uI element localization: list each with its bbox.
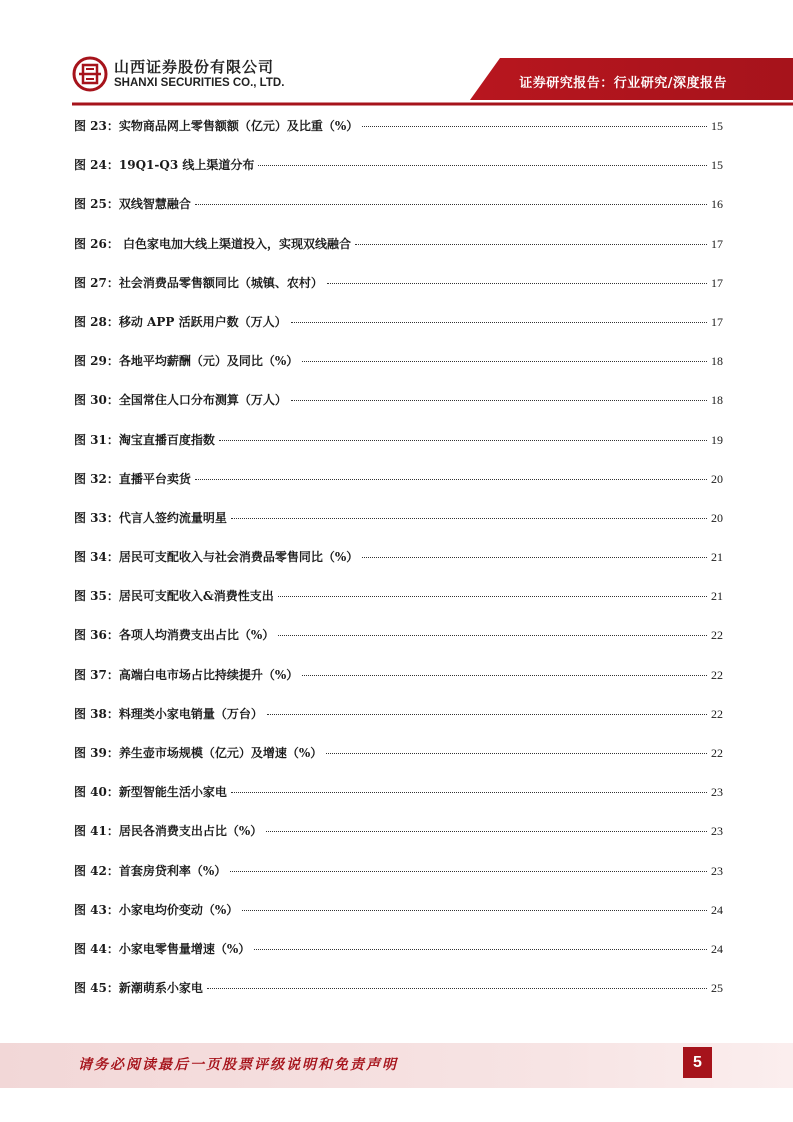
toc-entry[interactable] <box>74 701 723 740</box>
company-logo-icon <box>72 56 108 92</box>
toc-entry-page: 23 <box>711 863 723 878</box>
toc-leader-dots <box>266 831 707 832</box>
toc-entry-page: 22 <box>711 746 723 760</box>
toc-entry[interactable] <box>74 818 723 857</box>
toc-entry[interactable] <box>74 152 723 191</box>
toc-entry-label: 图 26： 白色家电加大线上渠道投入，实现双线融合 <box>74 236 352 251</box>
toc-entry-label: 图 37：高端白电市场占比持续提升（%） <box>74 667 299 682</box>
toc-leader-dots <box>362 126 707 127</box>
toc-entry[interactable] <box>74 427 723 466</box>
toc-entry-page: 23 <box>711 824 723 839</box>
toc-entry[interactable] <box>74 309 723 348</box>
toc-entry-page: 21 <box>711 550 723 565</box>
toc-entry-label: 图 24：19Q1-Q3 线上渠道分布 <box>74 158 255 173</box>
toc-entry-page: 19 <box>711 432 723 447</box>
toc-entry-page: 23 <box>711 785 723 800</box>
toc-entry[interactable] <box>74 779 723 818</box>
toc-entry-page: 22 <box>711 628 723 643</box>
toc-leader-dots <box>242 910 707 911</box>
toc-entry-page: 17 <box>711 275 723 290</box>
toc-leader-dots <box>291 322 707 323</box>
toc-entry[interactable] <box>74 975 723 1014</box>
toc-entry[interactable] <box>74 270 723 309</box>
toc-entry-page: 20 <box>711 471 723 486</box>
disclaimer-notice: 请务必阅读最后一页股票评级说明和免责声明 <box>78 1057 398 1073</box>
toc-entry-label: 图 45：新潮萌系小家电 <box>74 981 203 996</box>
toc-entry[interactable] <box>74 740 723 779</box>
company-name-en: SHANXI SECURITIES CO., LTD. <box>114 77 285 89</box>
company-name-cn: 山西证券股份有限公司 <box>114 58 275 76</box>
toc-leader-dots <box>362 557 707 558</box>
toc-entry-page: 16 <box>711 197 723 212</box>
toc-entry-label: 图 34：居民可支配收入与社会消费品零售同比（%） <box>74 550 359 565</box>
toc-leader-dots <box>327 283 707 284</box>
toc-entry-page: 25 <box>711 981 723 996</box>
toc-entry-page: 21 <box>711 589 723 604</box>
toc-entry[interactable] <box>74 191 723 230</box>
toc-entry-page: 20 <box>711 510 723 525</box>
toc-leader-dots <box>207 988 707 989</box>
toc-entry-label: 图 30：全国常住人口分布测算（万人） <box>74 393 287 408</box>
toc-entry-label: 图 43：小家电均价变动（%） <box>74 902 239 917</box>
toc-entry-page: 22 <box>711 667 723 682</box>
toc-leader-dots <box>254 949 707 950</box>
toc-entry[interactable] <box>74 662 723 701</box>
toc-leader-dots <box>302 675 707 676</box>
toc-leader-dots <box>195 204 707 205</box>
toc-entry[interactable] <box>74 583 723 622</box>
toc-entry[interactable] <box>74 936 723 975</box>
toc-leader-dots <box>267 714 707 715</box>
toc-entry-label: 图 42：首套房贷利率（%） <box>74 863 227 878</box>
toc-entry-page: 18 <box>711 354 723 369</box>
toc-leader-dots <box>195 479 707 480</box>
toc-entry-page: 22 <box>711 706 723 721</box>
toc-leader-dots <box>278 635 707 636</box>
toc-leader-dots <box>326 753 707 754</box>
toc-entry[interactable] <box>74 505 723 544</box>
toc-entry-label: 图 44：小家电零售量增速（%） <box>74 941 251 956</box>
toc-entry-page: 24 <box>711 902 723 917</box>
toc-leader-dots <box>302 361 707 362</box>
toc-entry-label: 图 29：各地平均薪酬（元）及同比（%） <box>74 354 299 369</box>
toc-entry[interactable] <box>74 897 723 936</box>
page-number: 5 <box>683 1047 712 1078</box>
toc-entry-label: 图 33：代言人签约流量明星 <box>74 510 227 525</box>
toc-entry-label: 图 23：实物商品网上零售额额（亿元）及比重（%） <box>74 119 359 133</box>
toc-entry-label: 图 25：双线智慧融合 <box>74 197 191 212</box>
toc-entry[interactable] <box>74 622 723 661</box>
toc-entry-label: 图 41：居民各消费支出占比（%） <box>74 824 263 839</box>
toc-entry-label: 图 32：直播平台卖货 <box>74 471 191 486</box>
toc-entry-label: 图 27：社会消费品零售额同比（城镇、农村） <box>74 275 323 290</box>
toc-entry-label: 图 39：养生壶市场规模（亿元）及增速（%） <box>74 746 323 760</box>
toc-leader-dots <box>219 440 707 441</box>
page-header <box>0 0 793 106</box>
figure-toc <box>74 113 723 1014</box>
toc-entry-label: 图 35：居民可支配收入&消费性支出 <box>74 589 274 604</box>
toc-entry-label: 图 38：料理类小家电销量（万台） <box>74 706 263 721</box>
toc-leader-dots <box>291 400 707 401</box>
toc-entry-page: 15 <box>711 158 723 173</box>
toc-entry[interactable] <box>74 348 723 387</box>
toc-entry[interactable] <box>74 113 723 152</box>
toc-entry[interactable] <box>74 466 723 505</box>
company-logo <box>72 56 284 92</box>
toc-entry[interactable] <box>74 387 723 426</box>
toc-leader-dots <box>258 165 707 166</box>
toc-leader-dots <box>278 596 707 597</box>
toc-entry-page: 15 <box>711 119 723 133</box>
toc-leader-dots <box>230 871 707 872</box>
toc-entry-page: 18 <box>711 393 723 408</box>
toc-entry-label: 图 36：各项人均消费支出占比（%） <box>74 628 275 643</box>
toc-entry-page: 17 <box>711 314 723 329</box>
toc-entry[interactable] <box>74 231 723 270</box>
toc-entry-label: 图 28：移动 APP 活跃用户数（万人） <box>74 314 287 329</box>
report-type: 证券研究报告：行业研究/深度报告 <box>519 76 727 91</box>
toc-entry-label: 图 40：新型智能生活小家电 <box>74 785 227 800</box>
toc-entry[interactable] <box>74 544 723 583</box>
toc-entry-page: 24 <box>711 941 723 956</box>
toc-entry[interactable] <box>74 858 723 897</box>
toc-entry-page: 17 <box>711 236 723 251</box>
toc-leader-dots <box>355 244 707 245</box>
toc-leader-dots <box>231 518 707 519</box>
toc-entry-label: 图 31：淘宝直播百度指数 <box>74 432 215 447</box>
toc-leader-dots <box>231 792 707 793</box>
